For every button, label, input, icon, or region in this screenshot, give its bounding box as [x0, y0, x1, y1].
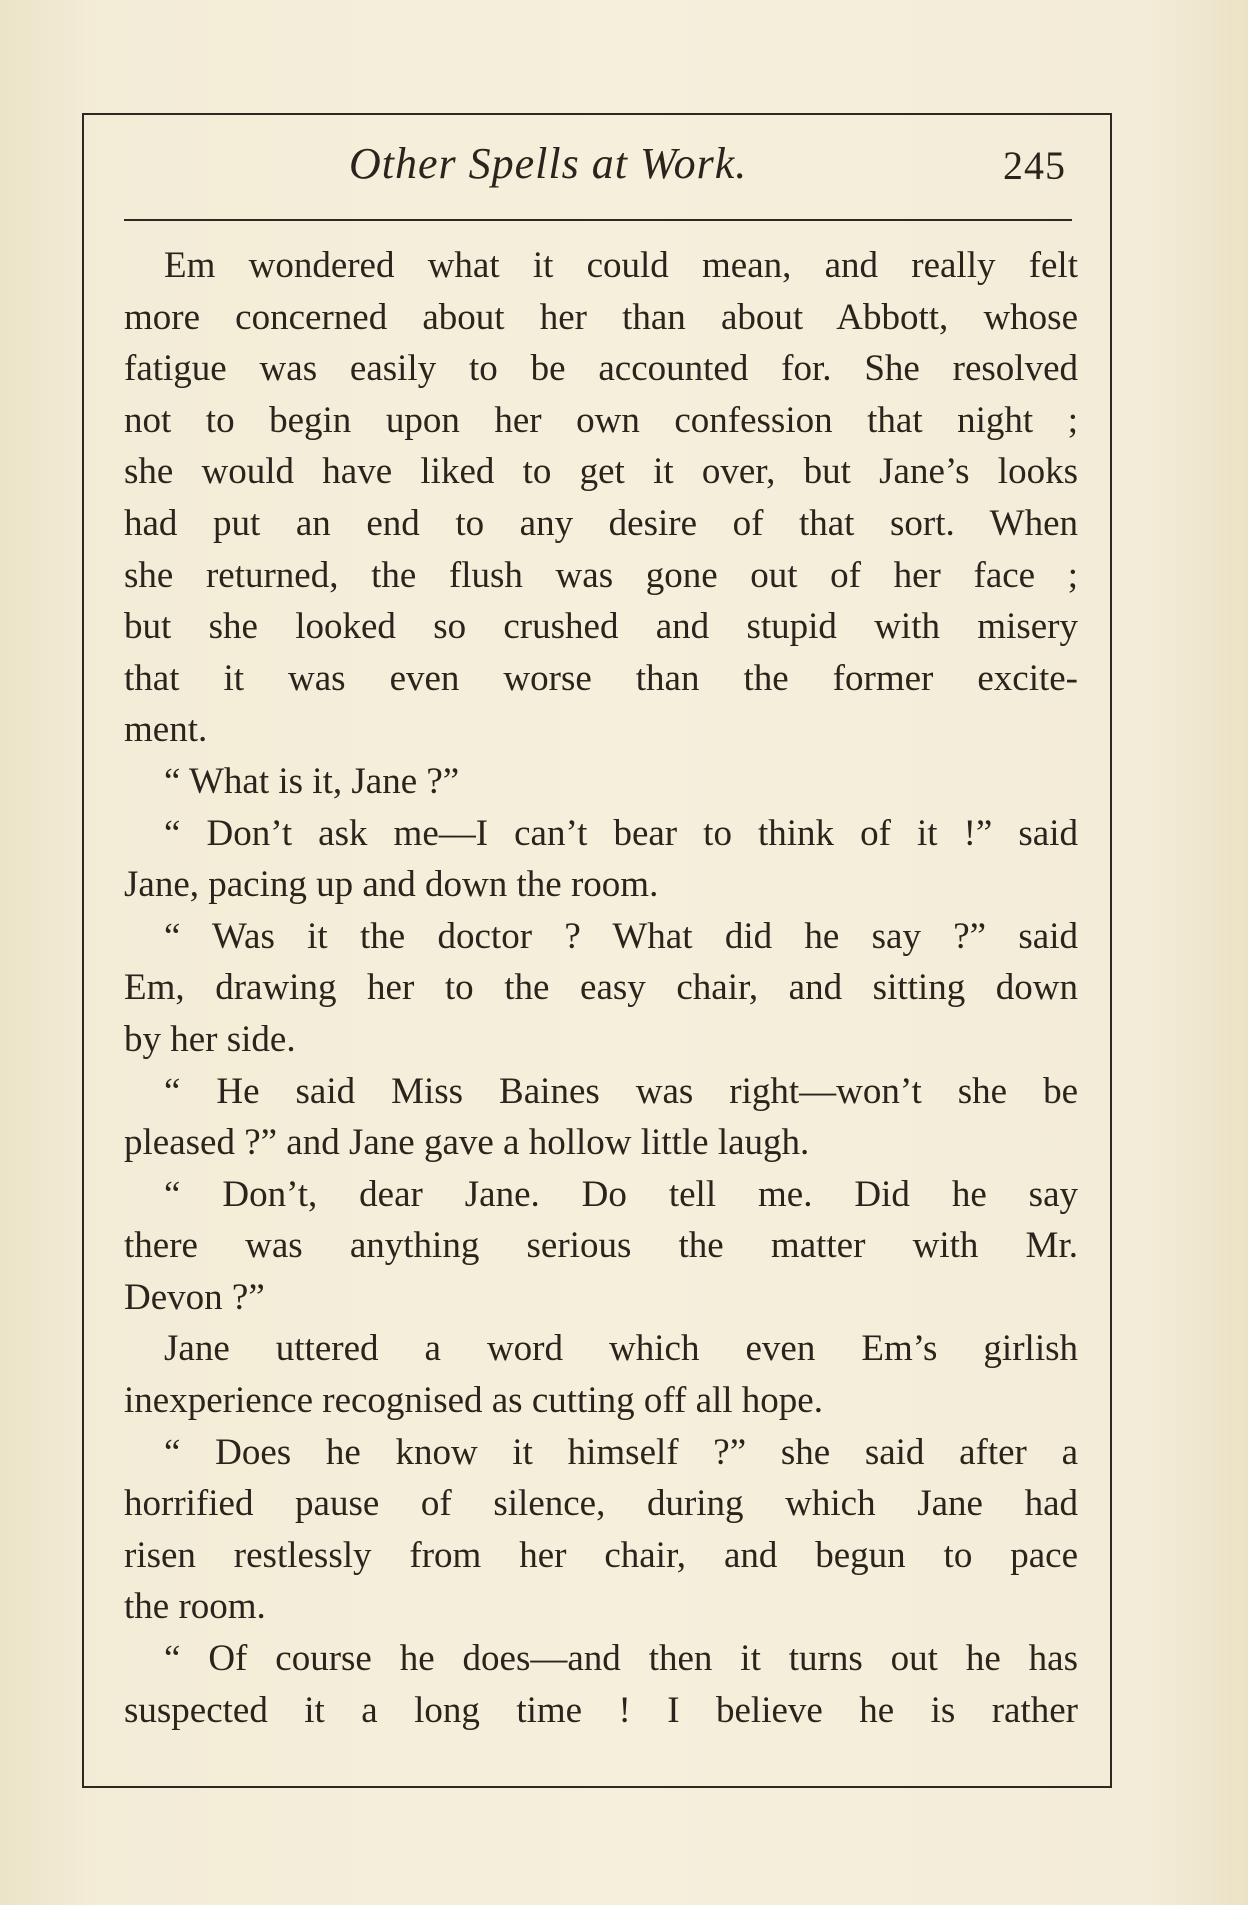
text-line: “ Don’t ask me—I can’t bear to think of it !” said: [164, 812, 1078, 854]
header-rule: [124, 219, 1072, 221]
text-line: there was anything serious the matter with Mr.: [124, 1225, 1078, 1267]
text-line: “ Don’t, dear Jane. Do tell me. Did he say: [164, 1173, 1078, 1215]
text-line: Jane, pacing up and down the room.: [124, 864, 659, 906]
text-line: Devon ?”: [124, 1276, 265, 1318]
text-line: but she looked so crushed and stupid with misery: [124, 606, 1078, 648]
body-text: [124, 240, 1078, 1736]
page-number: 245: [1003, 143, 1066, 188]
text-line: by her side.: [124, 1018, 296, 1060]
text-line: “ Was it the doctor ? What did he say ?” said: [164, 915, 1078, 957]
text-line: Em wondered what it could mean, and really felt: [164, 245, 1078, 286]
text-line: the room.: [124, 1586, 266, 1628]
text-line: horrified pause of silence, during which Jane had: [124, 1483, 1078, 1525]
text-line: fatigue was easily to be accounted for. She resolved: [124, 348, 1078, 390]
text-line: Jane uttered a word which even Em’s girlish: [164, 1328, 1078, 1370]
text-line: inexperience recognised as cutting off all hope.: [124, 1380, 823, 1422]
text-line: had put an end to any desire of that sort. When: [124, 502, 1078, 544]
text-line: she returned, the flush was gone out of her face ;: [124, 554, 1078, 596]
running-title: Other Spells at Work.: [349, 139, 748, 188]
text-line: “ Does he know it himself ?” she said after a: [164, 1431, 1078, 1473]
text-line: suspected it a long time ! I believe he is rather: [124, 1689, 1078, 1731]
text-line: pleased ?” and Jane gave a hollow little laugh.: [124, 1122, 810, 1164]
text-line: not to begin upon her own confession that night ;: [124, 399, 1078, 441]
text-line: ment.: [124, 709, 208, 751]
text-line: “ What is it, Jane ?”: [164, 760, 460, 802]
text-line: “ Of course he does—and then it turns out he has: [164, 1638, 1078, 1680]
text-line: risen restlessly from her chair, and begun to pace: [124, 1534, 1078, 1576]
text-line: that it was even worse than the former excite-: [124, 657, 1078, 699]
text-line: Em, drawing her to the easy chair, and sitting down: [124, 967, 1078, 1009]
text-line: “ He said Miss Baines was right—won’t she be: [164, 1070, 1078, 1112]
text-line: she would have liked to get it over, but Jane’s looks: [124, 451, 1078, 493]
text-line: more concerned about her than about Abbott, whose: [124, 296, 1078, 338]
page-header: [124, 134, 1074, 196]
